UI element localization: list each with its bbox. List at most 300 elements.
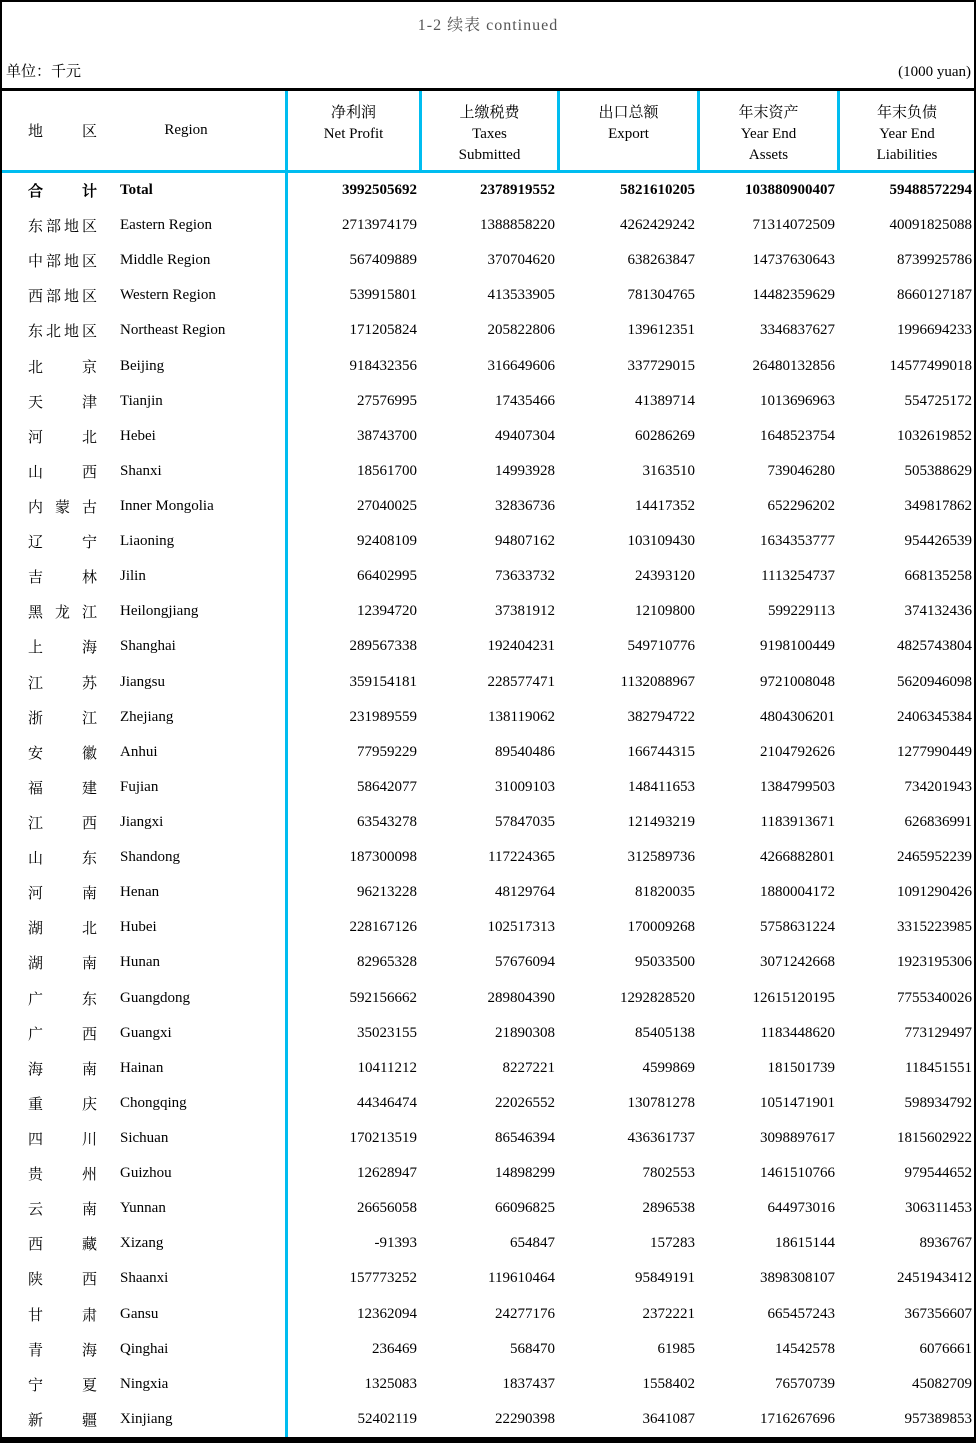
region-name-en: Northeast Region xyxy=(120,322,226,339)
region-name-en: Jilin xyxy=(120,568,146,585)
cell-export: 166744315 xyxy=(627,743,695,760)
region-cell xyxy=(2,629,288,664)
cell-export: 139612351 xyxy=(627,322,695,339)
cell-export: 781304765 xyxy=(627,287,695,304)
cell-export: 148411653 xyxy=(628,778,695,795)
cell-year-end-assets: 652296202 xyxy=(767,498,835,515)
table-header-row xyxy=(2,91,974,173)
table-row xyxy=(2,419,974,454)
region-name-cn: 四川 xyxy=(28,1132,97,1148)
cell-year-end-liabilities: 957389853 xyxy=(904,1410,972,1427)
cell-year-end-liabilities: 3315223985 xyxy=(897,919,972,936)
region-cell xyxy=(2,805,288,840)
region-name-en: Hunan xyxy=(120,954,160,971)
cell-year-end-assets: 3071242668 xyxy=(760,954,835,971)
cell-year-end-liabilities: 554725172 xyxy=(904,392,972,409)
statistics-table xyxy=(2,88,974,1441)
cell-year-end-assets: 103880900407 xyxy=(745,182,835,199)
cell-net-profit: 1325083 xyxy=(364,1375,417,1392)
region-cell xyxy=(2,1226,288,1261)
cell-year-end-liabilities: 2451943412 xyxy=(897,1270,972,1287)
cell-taxes-submitted: 48129764 xyxy=(495,884,555,901)
cell-taxes-submitted: 17435466 xyxy=(495,392,555,409)
header-net-profit-en: Net Profit xyxy=(323,126,384,142)
cell-taxes-submitted: 14993928 xyxy=(495,462,555,479)
region-name-cn: 宁夏 xyxy=(28,1377,97,1394)
cell-year-end-liabilities: 14577499018 xyxy=(889,357,972,374)
cell-net-profit: 12628947 xyxy=(357,1165,417,1182)
table-row xyxy=(2,945,974,980)
cell-net-profit: 592156662 xyxy=(349,989,417,1006)
region-name-en: Xinjiang xyxy=(120,1410,173,1427)
region-name-cn: 陕西 xyxy=(28,1272,97,1289)
cell-taxes-submitted: 22290398 xyxy=(495,1410,555,1427)
region-name-en: Hainan xyxy=(120,1059,164,1076)
region-cell xyxy=(2,1121,288,1156)
cell-year-end-liabilities: 979544652 xyxy=(904,1165,972,1182)
cell-taxes-submitted: 102517313 xyxy=(487,919,555,936)
cell-taxes-submitted: 138119062 xyxy=(488,708,555,725)
region-name-en: Inner Mongolia xyxy=(120,498,214,515)
cell-taxes-submitted: 228577471 xyxy=(487,673,555,690)
region-name-cn: 河北 xyxy=(28,429,97,446)
region-name-cn: 北京 xyxy=(28,359,97,376)
cell-net-profit: 44346474 xyxy=(357,1094,417,1111)
region-cell xyxy=(2,1261,288,1296)
cell-export: 3163510 xyxy=(642,462,695,479)
region-name-en: Shanxi xyxy=(120,462,162,479)
region-name-cn: 吉林 xyxy=(28,570,97,587)
cell-year-end-assets: 3898308107 xyxy=(760,1270,835,1287)
cell-net-profit: 26656058 xyxy=(357,1200,417,1217)
cell-taxes-submitted: 31009103 xyxy=(495,778,555,795)
cell-net-profit: 171205824 xyxy=(349,322,417,339)
cell-net-profit: 12362094 xyxy=(357,1305,417,1322)
cell-taxes-submitted: 86546394 xyxy=(495,1130,555,1146)
region-name-en: Guangxi xyxy=(120,1024,172,1041)
region-name-cn: 辽宁 xyxy=(28,535,97,552)
cell-export: 24393120 xyxy=(635,568,695,585)
cell-year-end-assets: 3346837627 xyxy=(760,322,835,339)
cell-net-profit: -91393 xyxy=(374,1235,417,1252)
cell-year-end-liabilities: 734201943 xyxy=(904,778,972,795)
region-cell xyxy=(2,1402,288,1437)
cell-year-end-liabilities: 374132436 xyxy=(904,603,972,620)
region-cell xyxy=(2,910,288,945)
cell-export: 1558402 xyxy=(642,1375,695,1392)
region-name-en: Guizhou xyxy=(120,1165,172,1182)
table-row xyxy=(2,489,974,524)
cell-net-profit: 63543278 xyxy=(357,814,417,831)
cell-year-end-liabilities: 773129497 xyxy=(904,1024,972,1041)
table-row xyxy=(2,559,974,594)
cell-year-end-liabilities: 626836991 xyxy=(904,814,972,831)
table-row xyxy=(2,910,974,945)
cell-year-end-assets: 1634353777 xyxy=(760,533,835,550)
cell-export: 436361737 xyxy=(627,1130,695,1146)
cell-year-end-liabilities: 349817862 xyxy=(904,498,972,515)
cell-export: 1132088967 xyxy=(620,673,695,690)
table-row xyxy=(2,1086,974,1121)
cell-taxes-submitted: 289804390 xyxy=(487,989,555,1006)
cell-taxes-submitted: 654847 xyxy=(510,1235,555,1252)
header-export-cn: 出口总额 xyxy=(598,105,659,121)
header-assets-en2: Assets xyxy=(748,147,789,163)
table-row xyxy=(2,981,974,1016)
region-cell xyxy=(2,1297,288,1332)
cell-year-end-assets: 14482359629 xyxy=(752,287,835,304)
cell-taxes-submitted: 205822806 xyxy=(487,322,555,339)
region-cell xyxy=(2,1156,288,1191)
header-region-en: Region xyxy=(164,122,208,138)
cell-year-end-assets: 4266882801 xyxy=(760,849,835,866)
cell-net-profit: 18561700 xyxy=(357,462,417,479)
header-region-cn: 地区 xyxy=(28,124,97,140)
region-cell xyxy=(2,1051,288,1086)
cell-net-profit: 27040025 xyxy=(357,498,417,515)
header-liabilities-en2: Liabilities xyxy=(876,147,938,163)
table-row xyxy=(2,805,974,840)
cell-net-profit: 157773252 xyxy=(349,1270,417,1287)
region-cell xyxy=(2,1086,288,1121)
region-name-en: Ningxia xyxy=(120,1375,169,1392)
region-name-en: Zhejiang xyxy=(120,708,174,725)
unit-label-en: (1000 yuan) xyxy=(898,64,971,80)
header-export xyxy=(557,91,697,170)
region-name-cn: 福建 xyxy=(28,780,97,797)
cell-year-end-assets: 9198100449 xyxy=(760,638,835,655)
cell-taxes-submitted: 14898299 xyxy=(495,1165,555,1182)
region-name-cn: 海南 xyxy=(28,1061,97,1078)
cell-taxes-submitted: 119610464 xyxy=(488,1270,555,1287)
cell-year-end-assets: 1183913671 xyxy=(760,814,835,831)
header-year-end-assets xyxy=(697,91,837,170)
region-name-cn: 青海 xyxy=(28,1342,97,1359)
region-name-cn: 山东 xyxy=(28,851,97,868)
cell-year-end-assets: 1384799503 xyxy=(760,778,835,795)
cell-export: 638263847 xyxy=(627,252,695,269)
region-cell xyxy=(2,945,288,980)
table-row xyxy=(2,384,974,419)
region-name-en: Xizang xyxy=(120,1235,164,1252)
table-row xyxy=(2,770,974,805)
header-taxes-submitted xyxy=(419,91,557,170)
cell-year-end-liabilities: 118451551 xyxy=(905,1059,972,1076)
table-row xyxy=(2,524,974,559)
cell-export: 3641087 xyxy=(642,1410,695,1427)
region-cell xyxy=(2,313,288,348)
cell-net-profit: 228167126 xyxy=(349,919,417,936)
cell-export: 157283 xyxy=(650,1235,695,1252)
cell-taxes-submitted: 73633732 xyxy=(495,568,555,585)
cell-year-end-liabilities: 367356607 xyxy=(904,1305,972,1322)
table-body xyxy=(2,173,974,1437)
cell-net-profit: 567409889 xyxy=(349,252,417,269)
cell-year-end-assets: 599229113 xyxy=(768,603,835,620)
header-year-end-liabilities xyxy=(837,91,974,170)
region-cell xyxy=(2,875,288,910)
cell-taxes-submitted: 2378919552 xyxy=(480,182,555,199)
cell-net-profit: 3992505692 xyxy=(342,182,417,199)
region-cell xyxy=(2,1332,288,1367)
table-row xyxy=(2,1332,974,1367)
cell-year-end-assets: 1051471901 xyxy=(760,1094,835,1111)
cell-export: 312589736 xyxy=(627,849,695,866)
cell-year-end-assets: 18615144 xyxy=(775,1235,835,1252)
region-name-cn: 东部地区 xyxy=(28,219,97,236)
cell-year-end-liabilities: 4825743804 xyxy=(897,638,972,655)
cell-net-profit: 27576995 xyxy=(357,392,417,409)
cell-year-end-liabilities: 1996694233 xyxy=(897,322,972,339)
region-cell xyxy=(2,524,288,559)
table-row xyxy=(2,700,974,735)
cell-year-end-assets: 1183448620 xyxy=(760,1024,835,1041)
region-name-cn: 西藏 xyxy=(28,1237,97,1254)
header-taxes-en: Taxes xyxy=(472,126,507,142)
cell-year-end-liabilities: 2406345384 xyxy=(897,708,972,725)
header-taxes-cn: 上缴税费 xyxy=(459,105,520,121)
header-assets-en: Year End xyxy=(740,126,797,142)
region-name-cn: 东北地区 xyxy=(28,324,97,341)
cell-year-end-assets: 1461510766 xyxy=(760,1165,835,1182)
cell-export: 12109800 xyxy=(635,603,695,620)
cell-net-profit: 66402995 xyxy=(357,568,417,585)
cell-year-end-assets: 644973016 xyxy=(767,1200,835,1217)
region-name-en: Beijing xyxy=(120,357,165,374)
cell-year-end-liabilities: 8660127187 xyxy=(897,287,972,304)
cell-taxes-submitted: 32836736 xyxy=(495,498,555,515)
header-region xyxy=(2,91,288,170)
cell-year-end-liabilities: 8739925786 xyxy=(897,252,972,269)
cell-export: 337729015 xyxy=(627,357,695,374)
region-name-en: Shaanxi xyxy=(120,1270,169,1287)
cell-net-profit: 58642077 xyxy=(357,778,417,795)
cell-export: 2372221 xyxy=(642,1305,695,1322)
cell-year-end-liabilities: 1032619852 xyxy=(897,427,972,444)
cell-year-end-assets: 3098897617 xyxy=(760,1130,835,1146)
cell-year-end-assets: 9721008048 xyxy=(760,673,835,690)
cell-net-profit: 170213519 xyxy=(349,1130,417,1146)
cell-export: 1292828520 xyxy=(620,989,695,1006)
table-row xyxy=(2,1016,974,1051)
cell-year-end-assets: 665457243 xyxy=(767,1305,835,1322)
region-name-cn: 云南 xyxy=(28,1202,97,1219)
cell-year-end-liabilities: 306311453 xyxy=(905,1200,972,1217)
cell-net-profit: 539915801 xyxy=(349,287,417,304)
cell-year-end-liabilities: 5620946098 xyxy=(897,673,972,690)
page-title: 1-2 续表 continued xyxy=(417,17,559,34)
table-row xyxy=(2,1402,974,1437)
table-row xyxy=(2,278,974,313)
cell-taxes-submitted: 89540486 xyxy=(495,743,555,760)
cell-net-profit: 187300098 xyxy=(349,849,417,866)
cell-year-end-liabilities: 40091825088 xyxy=(889,217,972,234)
region-name-cn: 上海 xyxy=(28,640,97,657)
region-name-en: Middle Region xyxy=(120,252,211,269)
cell-taxes-submitted: 413533905 xyxy=(487,287,555,304)
cell-net-profit: 918432356 xyxy=(349,357,417,374)
cell-year-end-assets: 14542578 xyxy=(775,1340,835,1357)
region-cell xyxy=(2,559,288,594)
region-name-en: Jiangsu xyxy=(120,673,165,690)
region-name-en: Heilongjiang xyxy=(120,603,199,620)
cell-year-end-liabilities: 8936767 xyxy=(919,1235,972,1252)
cell-year-end-liabilities: 7755340026 xyxy=(897,989,972,1006)
region-name-en: Sichuan xyxy=(120,1130,169,1146)
region-cell xyxy=(2,665,288,700)
region-name-en: Gansu xyxy=(120,1305,159,1322)
cell-year-end-assets: 71314072509 xyxy=(752,217,835,234)
region-name-cn: 浙江 xyxy=(28,710,97,727)
table-row xyxy=(2,1261,974,1296)
region-name-cn: 广西 xyxy=(28,1026,97,1043)
cell-year-end-liabilities: 598934792 xyxy=(904,1094,972,1111)
cell-export: 14417352 xyxy=(635,498,695,515)
region-name-en: Qinghai xyxy=(120,1340,169,1357)
cell-export: 41389714 xyxy=(635,392,695,409)
cell-export: 103109430 xyxy=(627,533,695,550)
cell-taxes-submitted: 49407304 xyxy=(495,427,555,444)
header-net-profit-cn: 净利润 xyxy=(330,105,376,121)
cell-net-profit: 82965328 xyxy=(357,954,417,971)
cell-year-end-assets: 26480132856 xyxy=(752,357,835,374)
cell-export: 130781278 xyxy=(627,1094,695,1111)
region-name-en: Shandong xyxy=(120,849,180,866)
cell-taxes-submitted: 316649606 xyxy=(487,357,555,374)
table-row xyxy=(2,735,974,770)
cell-export: 60286269 xyxy=(635,427,695,444)
cell-net-profit: 92408109 xyxy=(357,533,417,550)
cell-year-end-assets: 739046280 xyxy=(767,462,835,479)
cell-taxes-submitted: 94807162 xyxy=(495,533,555,550)
cell-export: 85405138 xyxy=(635,1024,695,1041)
region-cell xyxy=(2,1016,288,1051)
cell-export: 4599869 xyxy=(642,1059,695,1076)
region-name-cn: 内蒙古 xyxy=(28,500,97,517)
cell-year-end-liabilities: 1091290426 xyxy=(897,884,972,901)
region-name-en: Guangdong xyxy=(120,989,190,1006)
cell-export: 81820035 xyxy=(635,884,695,901)
cell-taxes-submitted: 22026552 xyxy=(495,1094,555,1111)
region-name-en: Liaoning xyxy=(120,533,175,550)
region-name-cn: 合计 xyxy=(28,184,97,201)
table-row xyxy=(2,840,974,875)
cell-taxes-submitted: 21890308 xyxy=(495,1024,555,1041)
region-cell xyxy=(2,840,288,875)
region-name-en: Chongqing xyxy=(120,1094,187,1111)
table-row xyxy=(2,1121,974,1156)
table-row xyxy=(2,1297,974,1332)
region-name-cn: 湖北 xyxy=(28,921,97,938)
header-taxes-en2: Submitted xyxy=(458,147,521,163)
table-row xyxy=(2,1226,974,1261)
cell-export: 2896538 xyxy=(642,1200,695,1217)
cell-export: 382794722 xyxy=(627,708,695,725)
cell-export: 61985 xyxy=(657,1340,695,1357)
table-row xyxy=(2,243,974,278)
cell-export: 121493219 xyxy=(627,814,695,831)
table-row xyxy=(2,1191,974,1226)
region-cell xyxy=(2,384,288,419)
table-row xyxy=(2,1051,974,1086)
cell-export: 95849191 xyxy=(635,1270,695,1287)
cell-taxes-submitted: 8227221 xyxy=(502,1059,555,1076)
region-cell xyxy=(2,243,288,278)
region-cell xyxy=(2,770,288,805)
unit-row xyxy=(2,54,974,88)
region-name-cn: 江西 xyxy=(28,816,97,833)
table-row xyxy=(2,349,974,384)
region-name-en: Hebei xyxy=(120,427,156,444)
cell-year-end-liabilities: 1815602922 xyxy=(897,1130,972,1146)
cell-taxes-submitted: 37381912 xyxy=(495,603,555,620)
region-cell xyxy=(2,594,288,629)
cell-export: 5821610205 xyxy=(620,182,695,199)
cell-year-end-assets: 1716267696 xyxy=(760,1410,835,1427)
table-row xyxy=(2,313,974,348)
region-cell xyxy=(2,349,288,384)
table-row xyxy=(2,875,974,910)
region-cell xyxy=(2,1367,288,1402)
region-name-cn: 重庆 xyxy=(28,1096,97,1113)
region-cell xyxy=(2,454,288,489)
region-name-en: Fujian xyxy=(120,778,159,795)
cell-year-end-assets: 1113254737 xyxy=(761,568,835,585)
region-name-cn: 黑龙江 xyxy=(28,605,97,622)
cell-year-end-liabilities: 59488572294 xyxy=(889,182,972,199)
cell-net-profit: 77959229 xyxy=(357,743,417,760)
cell-taxes-submitted: 24277176 xyxy=(495,1305,555,1322)
region-name-cn: 天津 xyxy=(28,394,97,411)
region-name-cn: 广东 xyxy=(28,991,97,1008)
cell-year-end-liabilities: 1277990449 xyxy=(897,743,972,760)
cell-export: 549710776 xyxy=(627,638,695,655)
region-name-en: Jiangxi xyxy=(120,814,164,831)
cell-taxes-submitted: 568470 xyxy=(510,1340,555,1357)
cell-net-profit: 236469 xyxy=(372,1340,417,1357)
table-row xyxy=(2,594,974,629)
table-row xyxy=(2,208,974,243)
region-cell xyxy=(2,278,288,313)
cell-net-profit: 96213228 xyxy=(357,884,417,901)
header-liabilities-en: Year End xyxy=(879,126,935,142)
cell-taxes-submitted: 117224365 xyxy=(488,849,555,866)
region-name-cn: 湖南 xyxy=(28,956,97,973)
table-row xyxy=(2,1367,974,1402)
cell-year-end-assets: 1648523754 xyxy=(760,427,835,444)
region-name-en: Tianjin xyxy=(120,392,163,409)
region-name-en: Yunnan xyxy=(120,1200,166,1217)
cell-net-profit: 289567338 xyxy=(349,638,417,655)
region-name-cn: 西部地区 xyxy=(28,289,97,306)
table-row xyxy=(2,454,974,489)
cell-net-profit: 231989559 xyxy=(349,708,417,725)
cell-year-end-liabilities: 505388629 xyxy=(904,462,972,479)
cell-taxes-submitted: 1837437 xyxy=(502,1375,555,1392)
cell-year-end-assets: 76570739 xyxy=(775,1375,835,1392)
cell-export: 4262429242 xyxy=(620,217,695,234)
cell-net-profit: 12394720 xyxy=(357,603,417,620)
cell-year-end-liabilities: 45082709 xyxy=(912,1375,972,1392)
region-cell xyxy=(2,419,288,454)
region-name-en: Hubei xyxy=(120,919,157,936)
cell-year-end-assets: 5758631224 xyxy=(760,919,835,936)
header-assets-cn: 年末资产 xyxy=(738,105,799,121)
cell-year-end-assets: 1880004172 xyxy=(760,884,835,901)
cell-year-end-assets: 181501739 xyxy=(767,1059,835,1076)
cell-year-end-liabilities: 2465952239 xyxy=(897,849,972,866)
cell-year-end-assets: 1013696963 xyxy=(760,392,835,409)
